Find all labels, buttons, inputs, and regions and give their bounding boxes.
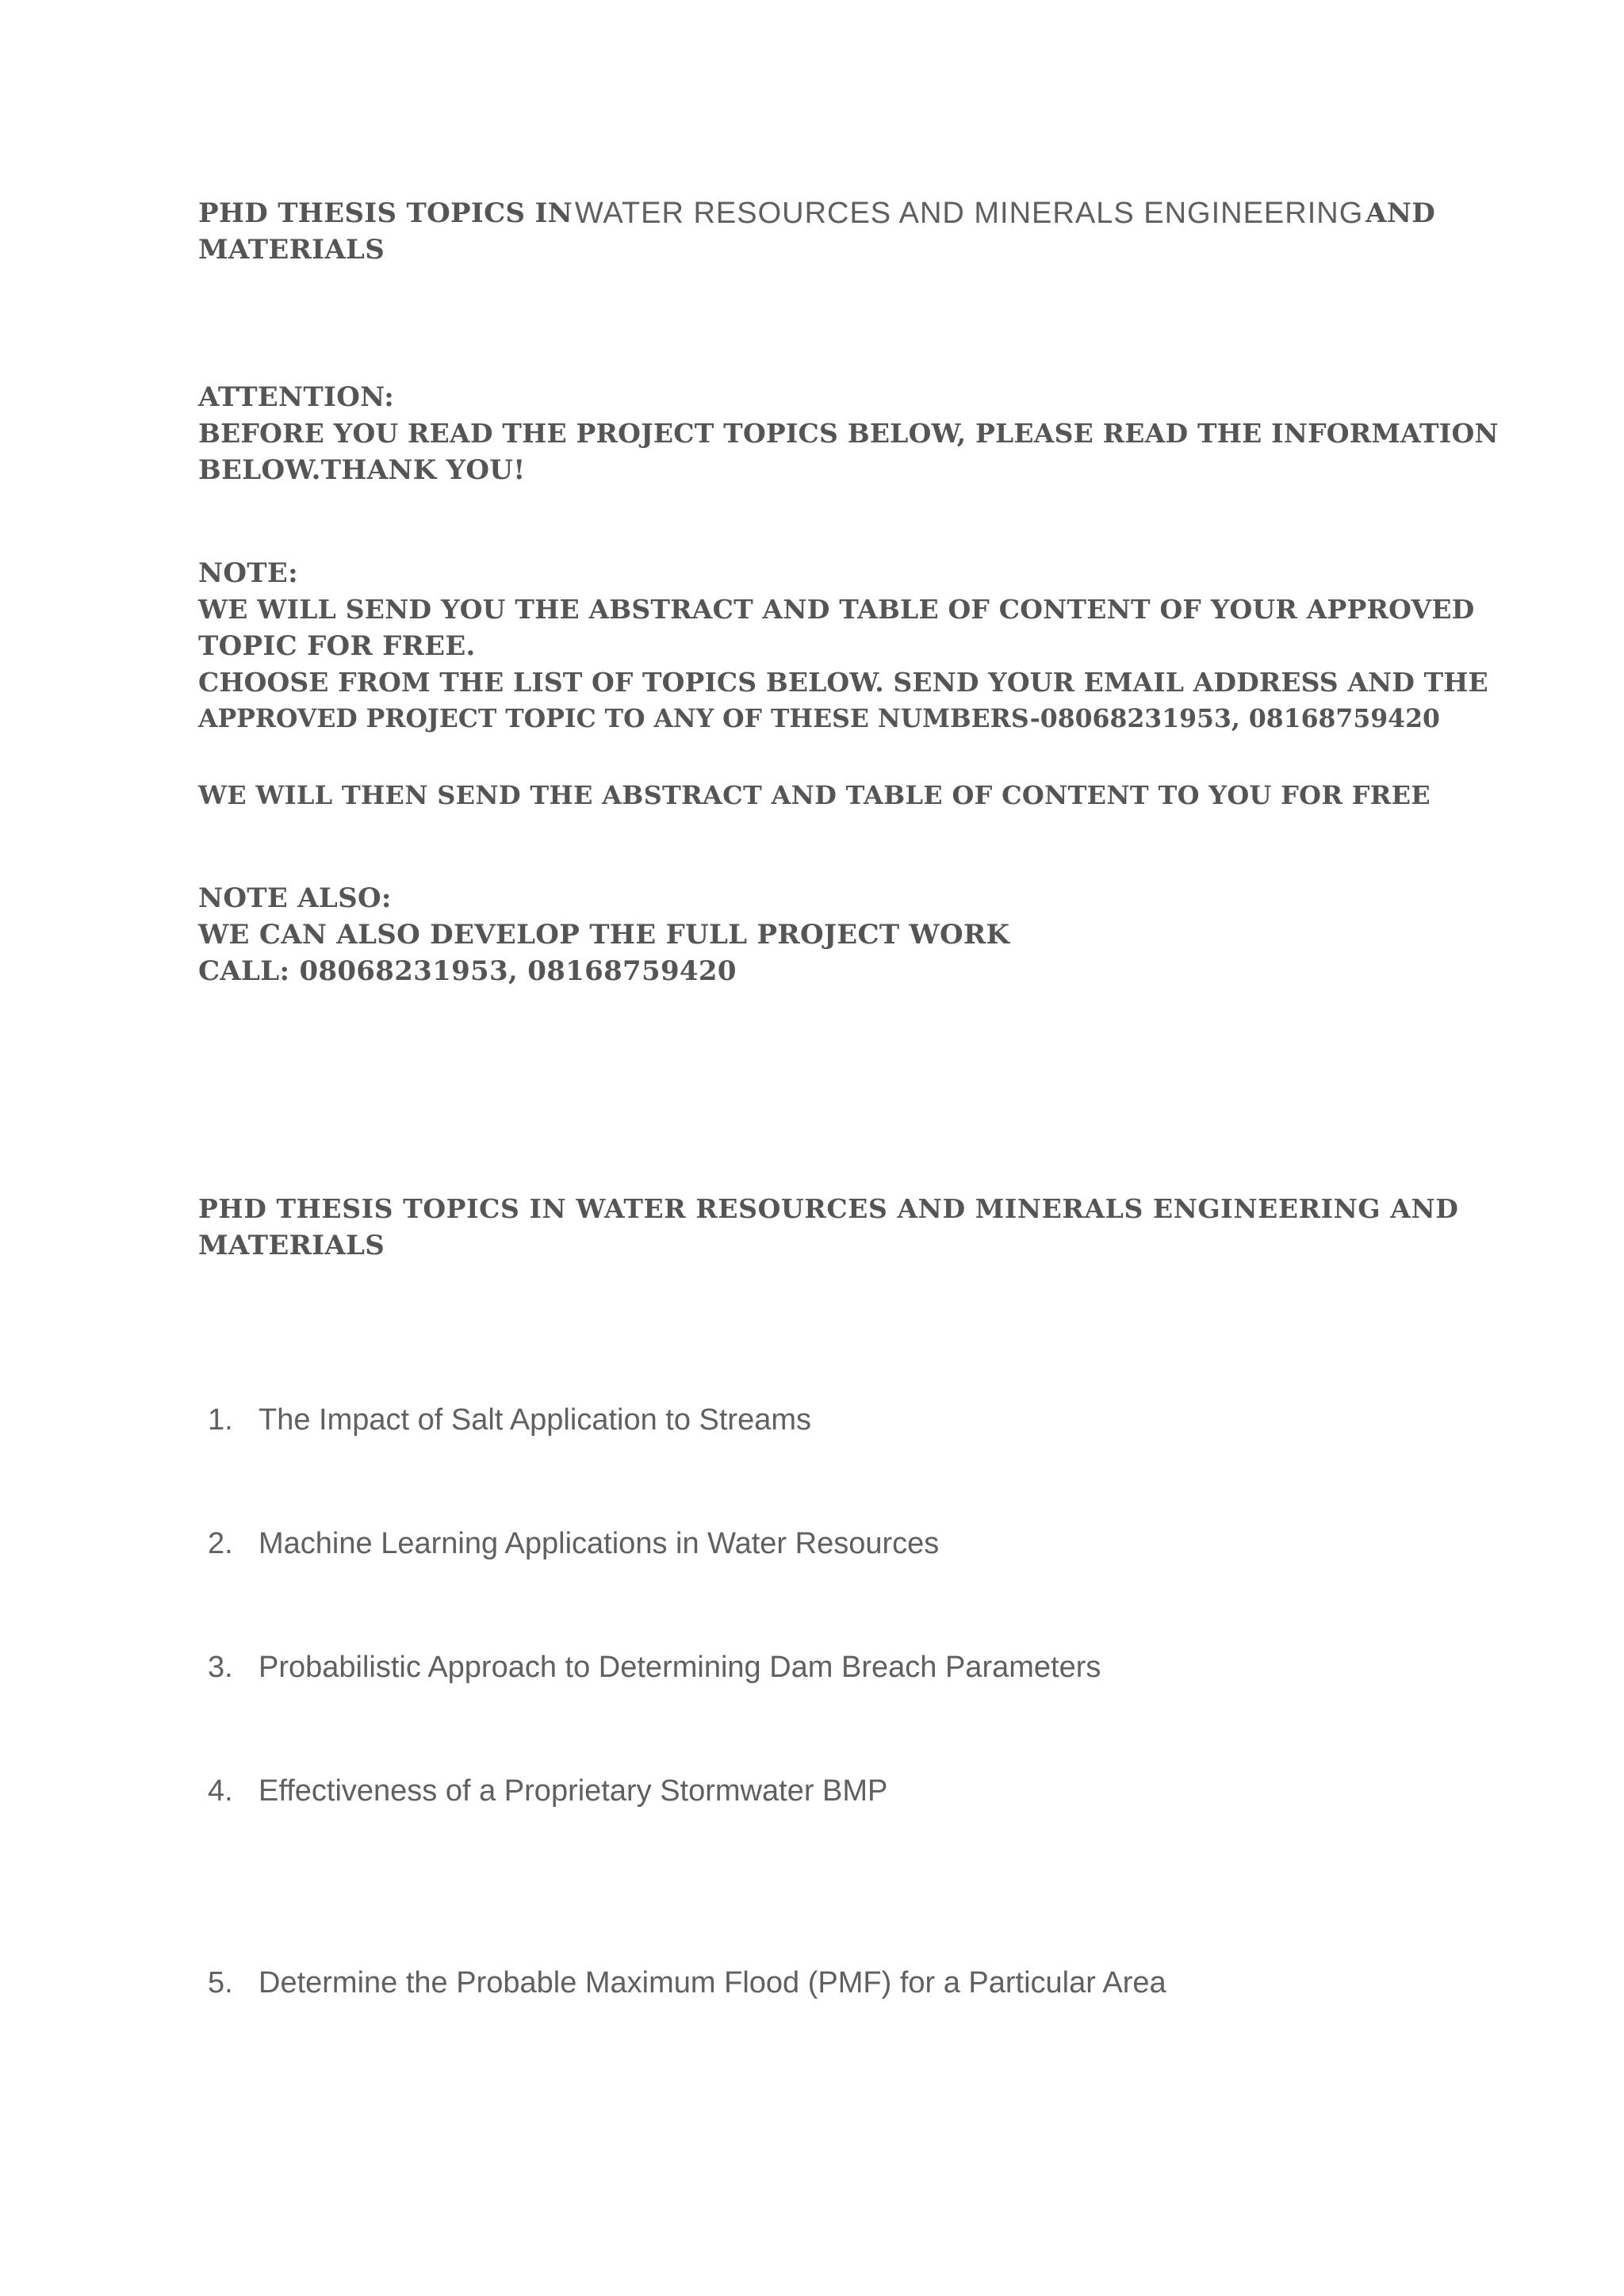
section-title-line-2: MATERIALS xyxy=(198,1230,385,1261)
note-line-2: TOPIC FOR FREE. xyxy=(198,630,476,662)
note-also-line-1: WE CAN ALSO DEVELOP THE FULL PROJECT WORK xyxy=(198,919,1010,951)
note-line-1: WE WILL SEND YOU THE ABSTRACT AND TABLE OF CONTENT OF YOUR APPROVED xyxy=(198,594,1475,625)
title-line-1 xyxy=(198,195,1435,232)
list-item-number: 2. xyxy=(208,1527,233,1560)
note-also-line-2: CALL: 08068231953, 08168759420 xyxy=(198,955,737,987)
note-then-section xyxy=(198,777,1435,813)
note-line-5: WE WILL THEN SEND THE ABSTRACT AND TABLE OF CONTENT TO YOU FOR FREE xyxy=(198,780,1431,810)
note-section xyxy=(198,555,1488,737)
list-item xyxy=(208,1649,1101,1686)
list-item xyxy=(208,1965,1166,2001)
list-item-number: 5. xyxy=(208,1966,233,1999)
section-title-line-1: PHD THESIS TOPICS IN WATER RESOURCES AND MINERALS ENGINEERING AND xyxy=(198,1193,1459,1224)
list-item xyxy=(208,1525,939,1562)
list-item-number: 4. xyxy=(208,1774,233,1808)
title-line-2-text: MATERIALS xyxy=(198,234,385,266)
note-label: NOTE: xyxy=(198,557,298,589)
attention-section xyxy=(198,379,1499,488)
list-item xyxy=(208,1402,811,1438)
note-also-label: NOTE ALSO: xyxy=(198,882,392,914)
title-regular-text: WATER RESOURCES AND MINERALS ENGINEERING xyxy=(574,197,1364,230)
list-item-text: Effectiveness of a Proprietary Stormwater BMP xyxy=(259,1774,888,1808)
list-item-number: 3. xyxy=(208,1651,233,1684)
document-title xyxy=(198,195,1435,268)
title-bold-suffix: AND xyxy=(1365,197,1435,229)
list-item-text: Probabilistic Approach to Determining Dam Breach Parameters xyxy=(259,1651,1101,1684)
list-item xyxy=(208,1773,887,1809)
list-item-text: Machine Learning Applications in Water Resources xyxy=(259,1527,940,1560)
list-item-text: Determine the Probable Maximum Flood (PMF) for a Particular Area xyxy=(259,1966,1166,1999)
list-item-number: 1. xyxy=(208,1403,233,1437)
section-title xyxy=(198,1191,1459,1264)
note-also-section xyxy=(198,880,1435,989)
note-line-4: APPROVED PROJECT TOPIC TO ANY OF THESE NUMBERS-08068231953, 08168759420 xyxy=(198,704,1440,733)
list-item-text: The Impact of Salt Application to Streams xyxy=(259,1403,812,1437)
attention-line-2: BELOW.THANK YOU! xyxy=(198,454,526,486)
title-line-2 xyxy=(198,232,1435,268)
attention-label: ATTENTION: xyxy=(198,381,395,413)
title-bold-prefix: PHD THESIS TOPICS IN xyxy=(198,197,573,229)
note-line-3: CHOOSE FROM THE LIST OF TOPICS BELOW. SEND YOUR EMAIL ADDRESS AND THE xyxy=(198,667,1488,698)
attention-line-1: BEFORE YOU READ THE PROJECT TOPICS BELOW, PLEASE READ THE INFORMATION xyxy=(198,418,1499,449)
